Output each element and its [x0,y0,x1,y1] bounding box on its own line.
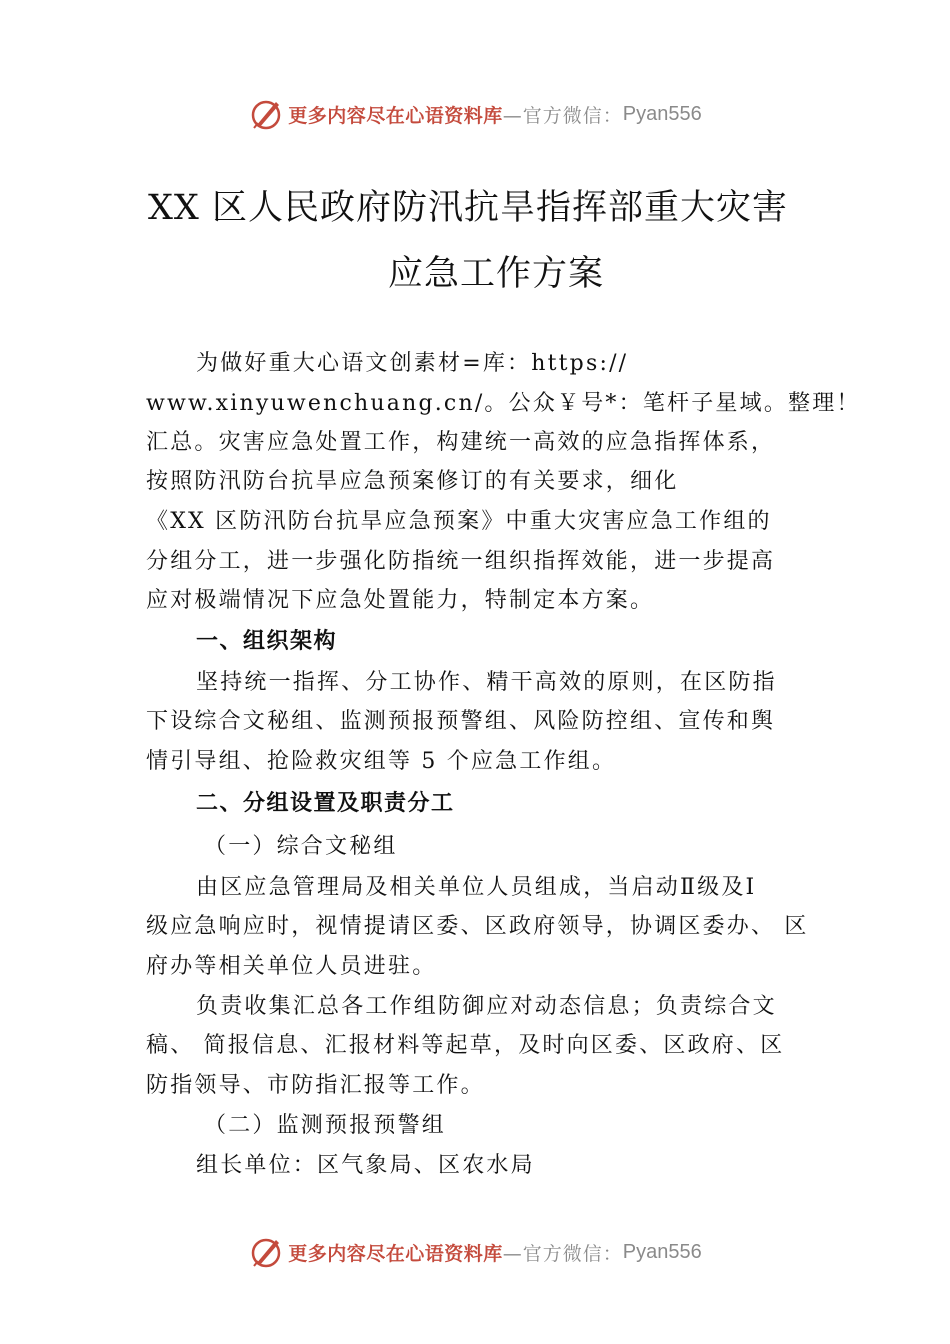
body-line: 坚持统一指挥、分工协作、精干高效的原则，在区防指 [196,670,777,695]
body-line: 府办等相关单位人员进驻。 [146,954,437,979]
watermark-banner-top [0,94,950,134]
watermark-brand-text: 更多内容尽在心语资料库 [288,104,503,127]
body-line: 级应急响应时，视情提请区委、区政府领导，协调区委办、 区 [146,914,809,939]
watermark-banner-bottom [0,1232,950,1272]
watermark-brand-text: 更多内容尽在心语资料库 [288,1242,503,1265]
body-line: 防指领导、市防指汇报等工作。 [146,1073,485,1098]
body-line: 分组分工，进一步强化防指统一组织指挥效能，进一步提高 [146,549,776,574]
body-line: 按照防汛防台抗旱应急预案修订的有关要求，细化 [146,469,679,494]
watermark-account-id: Pyan556 [622,1240,702,1263]
watermark-wechat-label: —官方微信： [502,104,623,127]
body-line: 情引导组、抢险救灾组等 5 个应急工作组。 [146,749,617,774]
section-heading-organization: 一、组织架构 [196,629,338,654]
document-title-line2: 应急工作方案 [388,254,605,294]
watermark-wechat-label: —官方微信： [502,1242,623,1265]
body-line: 下设综合文秘组、监测预报预警组、风险防控组、宣传和舆 [146,709,776,734]
document-title-line1: XX 区人民政府防汛抗旱指挥部重大灾害 [148,188,788,228]
quill-pen-logo-icon [248,1234,284,1270]
subsection-heading-secretariat: （一）综合文秘组 [204,834,398,859]
section-heading-groups: 二、分组设置及职责分工 [196,791,455,816]
body-line: 稿、 简报信息、汇报材料等起草，及时向区委、区政府、区 [146,1033,785,1058]
body-line: 为做好重大心语文创素材=库：https:// [196,351,629,376]
body-line: 组长单位：区气象局、区农水局 [196,1153,535,1178]
body-line: 由区应急管理局及相关单位人员组成，当启动Ⅱ级及Ⅰ [196,875,757,900]
body-line: www.xinyuwenchuang.cn/。公众￥号*：笔杆子星域。整理！ [146,391,861,416]
body-line: 《XX 区防汛防台抗旱应急预案》中重大灾害应急工作组的 [146,509,772,534]
body-line: 应对极端情况下应急处置能力，特制定本方案。 [146,588,655,613]
watermark-account-id: Pyan556 [622,102,702,125]
subsection-heading-monitoring: （二）监测预报预警组 [204,1113,447,1138]
quill-pen-logo-icon [248,96,284,132]
body-line: 负责收集汇总各工作组防御应对动态信息；负责综合文 [196,994,777,1019]
body-line: 汇总。灾害应急处置工作，构建统一高效的应急指挥体系， [146,430,776,455]
